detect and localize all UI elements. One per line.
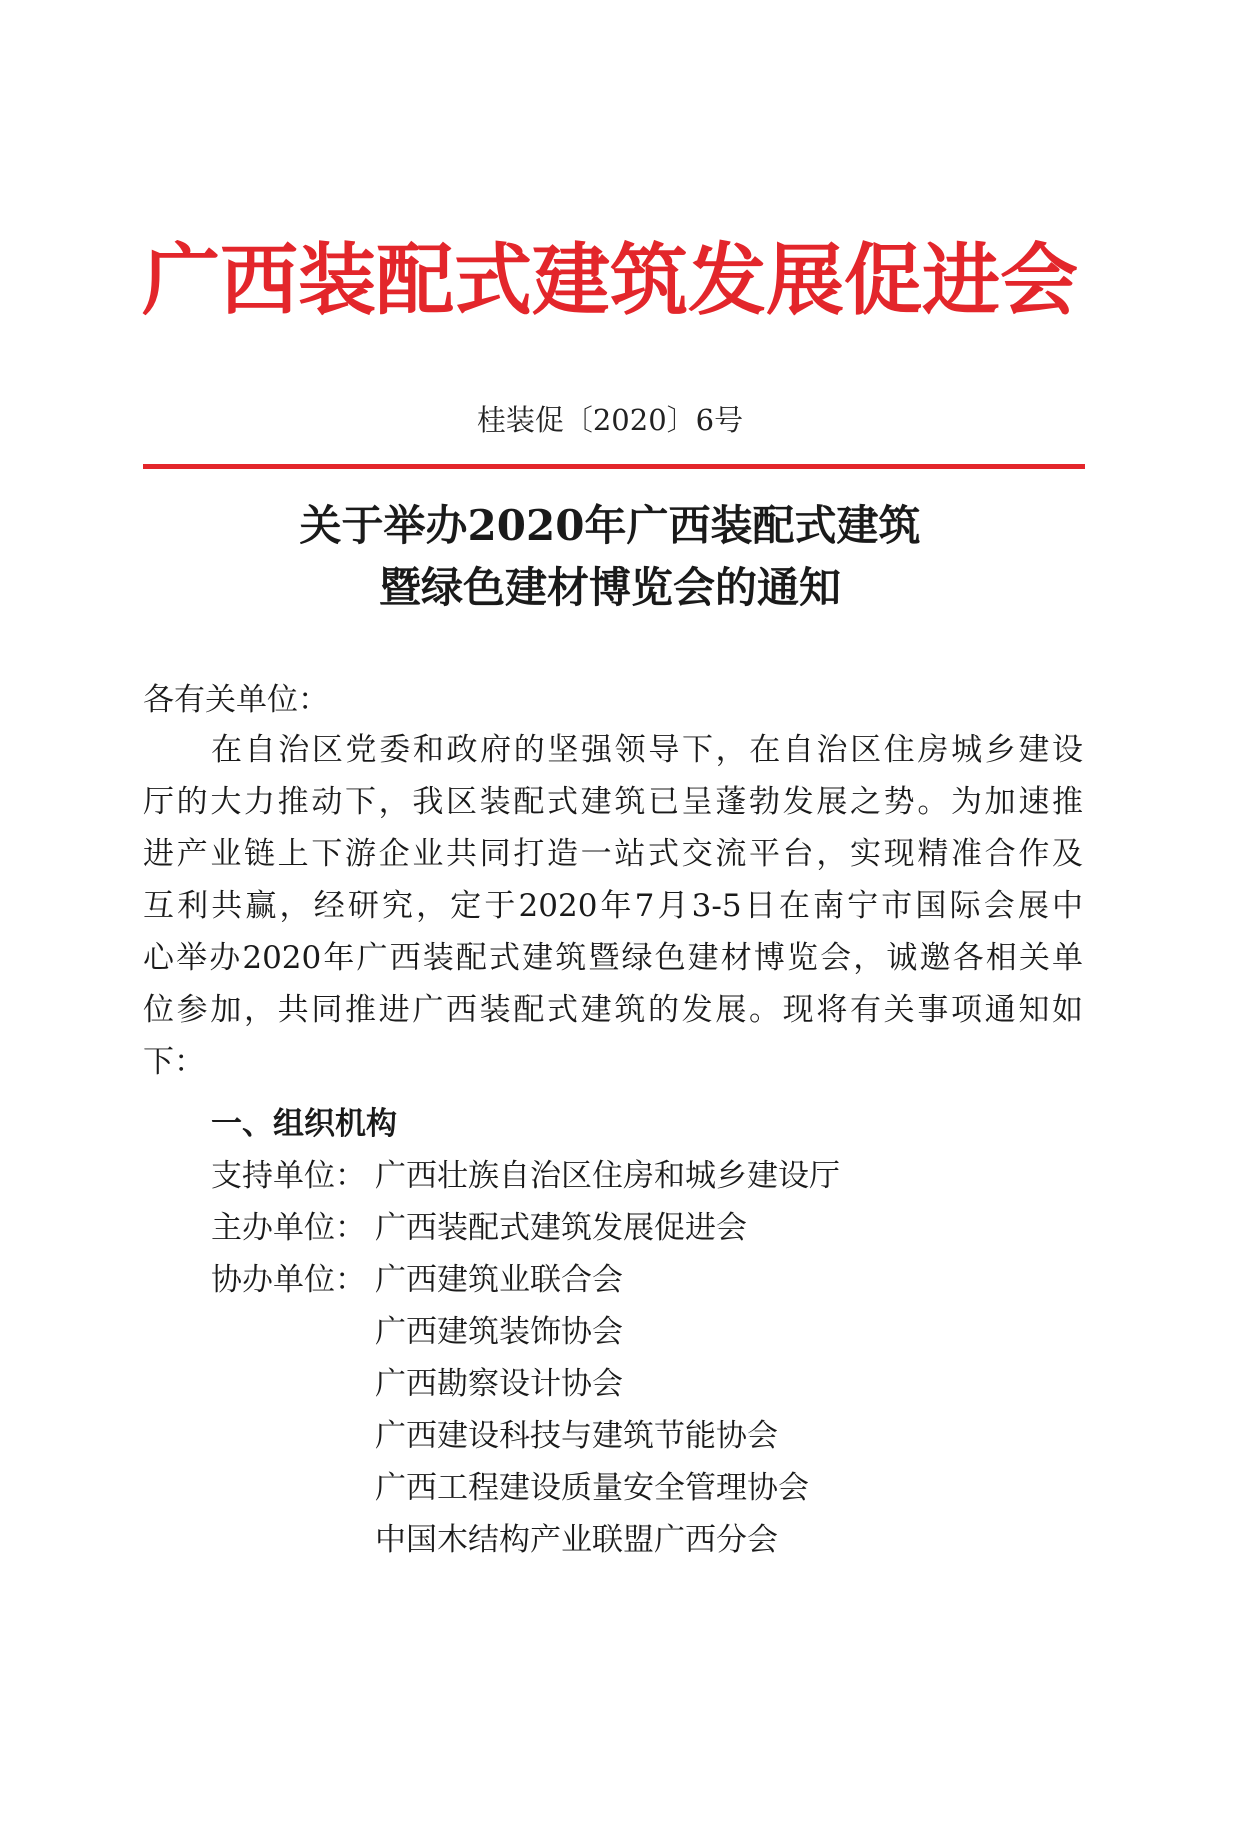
host-unit-row <box>211 1208 747 1248</box>
paragraph-line: 厅的大力推动下，我区装配式建筑已呈蓬勃发展之势。为加速推 <box>143 784 1083 820</box>
notice-title-line-1: 关于举办2020年广西装配式建筑 <box>299 501 921 550</box>
co-organizer-label: 协办单位： <box>211 1262 366 1298</box>
support-unit-label: 支持单位： <box>211 1158 366 1194</box>
host-unit-value: 广西装配式建筑发展促进会 <box>375 1210 747 1246</box>
co-organizer-item: 中国木结构产业联盟广西分会 <box>375 1522 778 1558</box>
support-unit-row <box>211 1156 840 1196</box>
paragraph-line: 位参加，共同推进广西装配式建筑的发展。现将有关事项通知如 <box>143 992 1083 1028</box>
co-organizer-item: 广西勘察设计协会 <box>375 1366 623 1402</box>
co-organizer-item: 广西建筑业联合会 <box>375 1262 623 1298</box>
document-number: 桂装促〔2020〕6号 <box>476 403 744 437</box>
notice-title-line-2: 暨绿色建材博览会的通知 <box>378 563 841 612</box>
co-organizer-item: 广西建筑装饰协会 <box>375 1314 623 1350</box>
paragraph-line: 下： <box>143 1044 205 1080</box>
support-unit-value: 广西壮族自治区住房和城乡建设厅 <box>375 1158 840 1194</box>
co-organizer-item: 广西工程建设质量安全管理协会 <box>375 1470 809 1506</box>
host-unit-label: 主办单位： <box>211 1210 366 1246</box>
co-organizer-row <box>211 1260 623 1300</box>
co-organizer-item: 广西建设科技与建筑节能协会 <box>375 1418 778 1454</box>
organization-title: 广西装配式建筑发展促进会 <box>141 235 1078 326</box>
paragraph-line: 进产业链上下游企业共同打造一站式交流平台，实现精准合作及 <box>143 836 1083 872</box>
paragraph-line: 心举办2020年广西装配式建筑暨绿色建材博览会，诚邀各相关单 <box>143 940 1083 976</box>
red-divider-line <box>143 464 1085 469</box>
paragraph-line: 在自治区党委和政府的坚强领导下，在自治区住房城乡建设 <box>211 732 1083 768</box>
addressee: 各有关单位： <box>143 682 329 718</box>
section-heading-organization: 一、组织机构 <box>211 1106 397 1142</box>
paragraph-line: 互利共赢，经研究，定于2020年7月3-5日在南宁市国际会展中 <box>143 888 1083 924</box>
